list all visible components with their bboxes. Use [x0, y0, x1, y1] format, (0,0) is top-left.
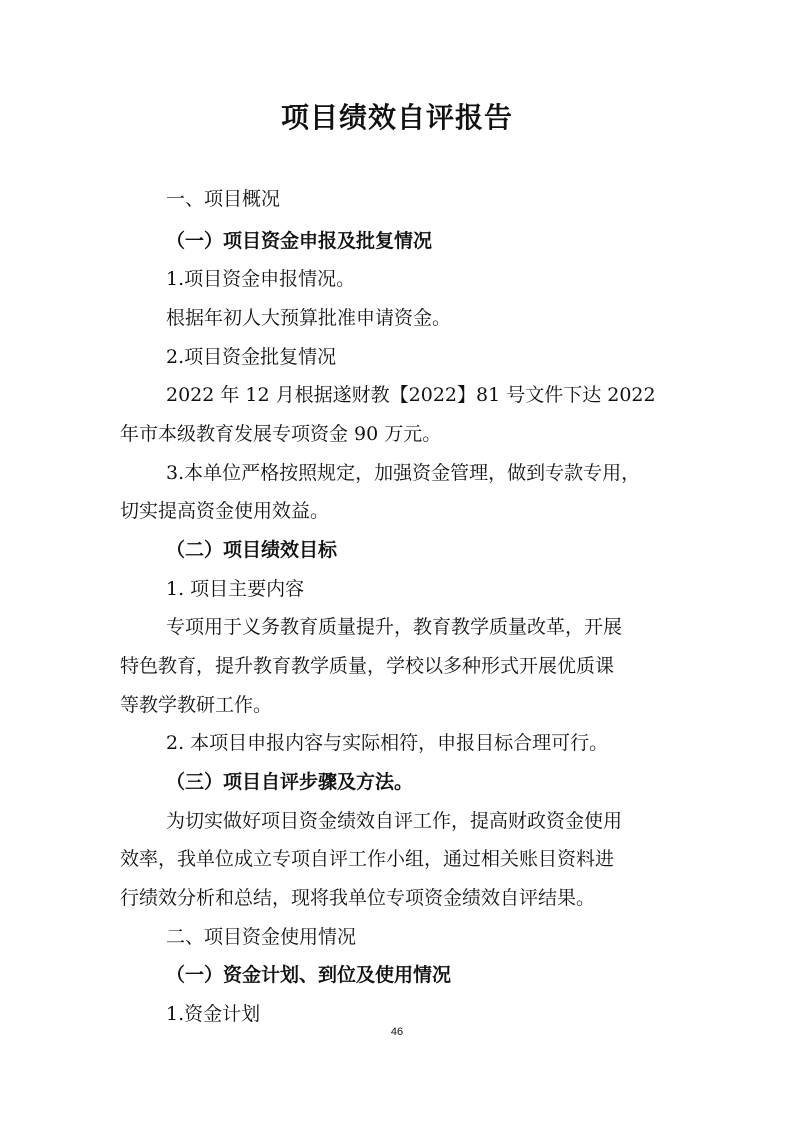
method-text-line-3: 行绩效分析和总结，现将我单位专项资金绩效自评结果。: [120, 887, 596, 909]
subsection-1-2-heading: （二）项目绩效目标: [166, 539, 338, 561]
fund-1-heading: 1.资金计划: [166, 1003, 261, 1025]
section-2-heading: 二、项目资金使用情况: [166, 926, 357, 948]
goal-1-heading: 1. 项目主要内容: [166, 578, 305, 600]
item-3-text-line-1: 3.本单位严格按照规定，加强资金管理，做到专款专用，: [166, 462, 641, 484]
goal-1-text-line-3: 等教学教研工作。: [120, 694, 273, 716]
subsection-1-3-heading: （三）项目自评步骤及方法。: [166, 771, 414, 793]
document-title: 项目绩效自评报告: [280, 101, 513, 134]
item-2-heading: 2.项目资金批复情况: [166, 346, 337, 368]
subsection-1-1-heading: （一）项目资金申报及批复情况: [166, 230, 433, 252]
method-text-line-2: 效率，我单位成立专项自评工作小组，通过相关账目资料进: [120, 848, 615, 870]
item-2-text-line-2: 年市本级教育发展专项资金 90 万元。: [120, 423, 442, 445]
page-number: 46: [390, 1026, 404, 1038]
section-1-heading: 一、项目概况: [166, 188, 281, 210]
goal-1-text-line-1: 专项用于义务教育质量提升，教育教学质量改革，开展: [166, 616, 623, 638]
item-1-heading: 1.项目资金申报情况。: [166, 268, 356, 290]
method-text-line-1: 为切实做好项目资金绩效自评工作，提高财政资金使用: [166, 810, 623, 832]
goal-2-text: 2. 本项目申报内容与实际相符，申报目标合理可行。: [166, 732, 609, 754]
item-2-text-line-1: 2022 年 12 月根据遂财教【2022】81 号文件下达 2022: [166, 384, 656, 406]
item-1-text: 根据年初人大预算批准申请资金。: [166, 307, 452, 329]
item-3-text-line-2: 切实提高资金使用效益。: [120, 500, 330, 522]
subsection-2-1-heading: （一）资金计划、到位及使用情况: [166, 964, 452, 986]
goal-1-text-line-2: 特色教育，提升教育教学质量，学校以多种形式开展优质课: [120, 655, 615, 677]
